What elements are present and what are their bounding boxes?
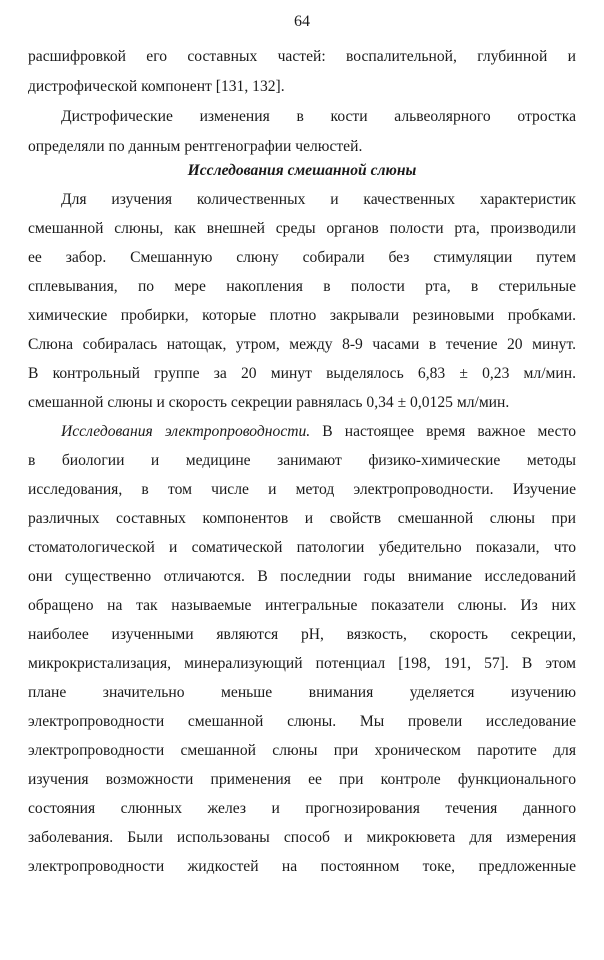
text-line: в биологии и медицине занимают физико-химические методы	[28, 452, 576, 469]
text-line: исследования, в том числе и метод электропроводности. Изучение	[28, 481, 576, 498]
text-line: электропроводности смешанной слюны при хроническом паротите для	[28, 742, 576, 759]
text-line: микрокристализация, минерализующий потенциал [198, 191, 57]. В этом	[28, 655, 576, 672]
text-line: ее забор. Смешанную слюну собирали без стимуляции путем	[28, 249, 576, 266]
text-line: различных составных компонентов и свойств смешанной слюны при	[28, 510, 576, 527]
text-line: состояния слюнных желез и прогнозирования течения данного	[28, 800, 576, 817]
text-line: электропроводности жидкостей на постоянном токе, предложенные	[28, 858, 576, 875]
text-line: они существенно отличаются. В последнии годы внимание исследований	[28, 568, 576, 585]
text-line: Слюна собиралась натощак, утром, между 8-9 часами в течение 20 минут.	[28, 336, 576, 353]
text-line: Дистрофические изменения в кости альвеолярного отростка	[61, 108, 576, 125]
text-line: смешанной слюны и скорость секреции равнялась 0,34 ± 0,0125 мл/мин.	[28, 394, 510, 411]
text-line: дистрофической компонент [131, 132].	[28, 78, 285, 95]
text-line: смешанной слюны, как внешней среды органов полости рта, производили	[28, 220, 576, 237]
text-line: Для изучения количественных и качественных характеристик	[61, 191, 576, 208]
italic-lead: Исследования электропроводности.	[61, 423, 311, 440]
text-line: изучения возможности применения ее при контроле функционального	[28, 771, 576, 788]
text-line: электропроводности смешанной слюны. Мы провели исследование	[28, 713, 576, 730]
text-line: заболевания. Были использованы способ и микрокювета для измерения	[28, 829, 576, 846]
text-line	[61, 422, 576, 442]
text-line: химические пробирки, которые плотно закрывали резиновыми пробками.	[28, 307, 576, 324]
text-line: сплевывания, по мере накопления в полости рта, в стерильные	[28, 278, 576, 295]
text-run: В настоящее время важное место	[322, 423, 576, 440]
text-line: В контрольный группе за 20 минут выделялось 6,83 ± 0,23 мл/мин.	[28, 365, 576, 382]
text-line: определяли по данным рентгенографии челюстей.	[28, 138, 363, 155]
page-number: 64	[294, 13, 310, 30]
section-heading: Исследования смешанной слюны	[187, 162, 417, 179]
text-line: расшифровкой его составных частей: воспалительной, глубинной и	[28, 48, 576, 65]
text-line: стоматологической и соматической патологии убедительно показали, что	[28, 539, 576, 556]
text-line: наиболее изученными являются рН, вязкость, скорость секреции,	[28, 626, 576, 643]
text-line: плане значительно меньше внимания уделяется изучению	[28, 684, 576, 701]
text-line: обращено на так называемые интегральные показатели слюны. Из них	[28, 597, 576, 614]
